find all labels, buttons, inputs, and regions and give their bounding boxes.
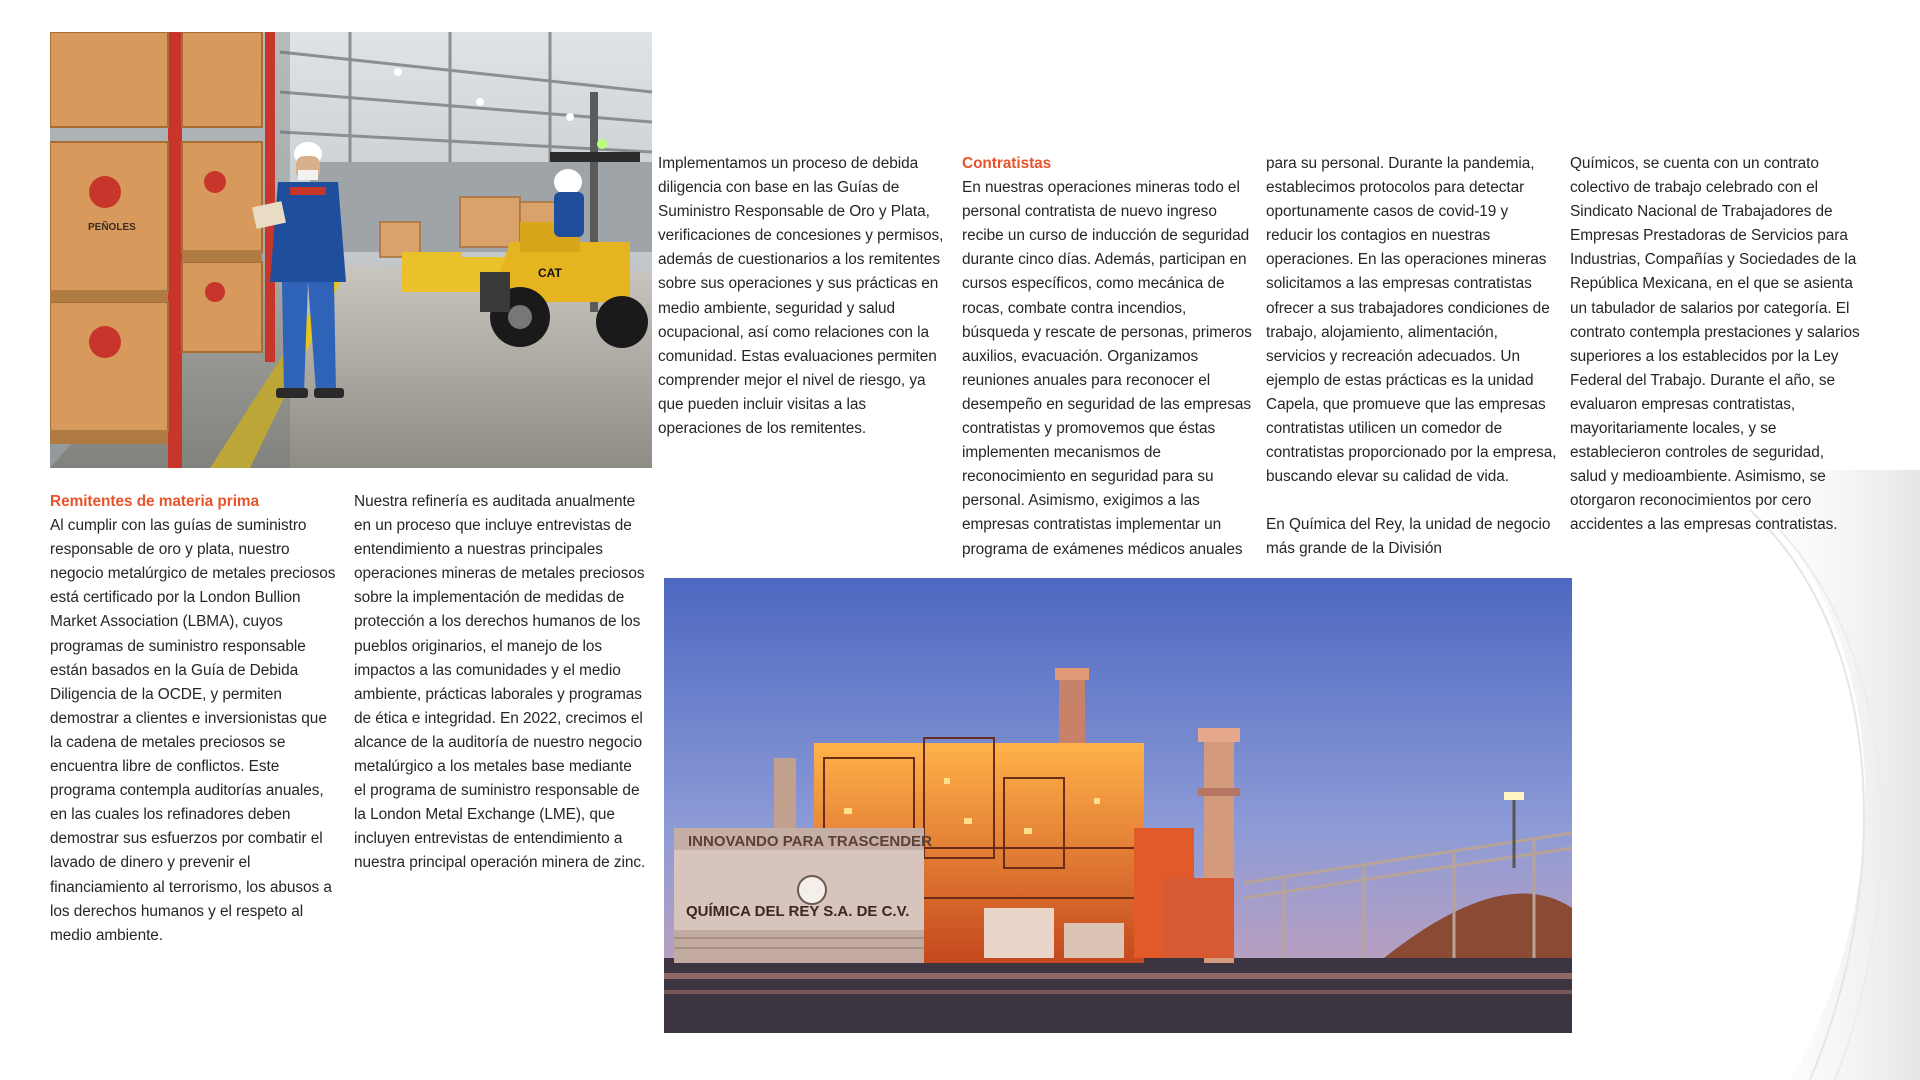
forklift-brand-label: CAT xyxy=(538,266,562,280)
column-due-diligence xyxy=(658,152,950,441)
section-heading-contractors: Contratistas xyxy=(962,155,1052,172)
column-raw-material-senders xyxy=(50,490,342,948)
paragraph-lbma-certification: Al cumplir con las guías de suministro responsable de oro y plata, nuestro negocio metalúrgico de metales preciosos está certificado por la London Bullion Market Association (LBMA), cuyos programas de suministro responsable están basados en la Guía de Debida Diligencia de la OCDE, y permiten demostrar a clientes e inversionistas que la cadena de metales preciosos se encuentra libre de conflictos. Este programa contempla auditorías anuales, en las cuales los refinadores deben demostrar sus esfuerzos por combatir el lavado de dinero y prevenir el financiamiento al terrorismo, los abusos a los derechos humanos y el respeto al medio ambiente. xyxy=(50,517,336,944)
column-collective-contract xyxy=(1570,152,1862,538)
plant-wall-sign: INNOVANDO PARA TRASCENDER xyxy=(688,833,932,850)
section-heading-raw-material: Remitentes de materia prima xyxy=(50,493,260,510)
plant-company-sign: QUÍMICA DEL REY S.A. DE C.V. xyxy=(686,903,910,920)
box-brand-label: PEÑOLES xyxy=(88,222,136,233)
paragraph-due-diligence: Implementamos un proceso de debida diligencia con base en las Guías de Suministro Responsable de Oro y Plata, verificaciones de concesiones y permisos, además de cuestionarios a los remitentes sobre sus operaciones y sus prácticas en medio ambiente, seguridad y salud ocupacional, así como relaciones con la comunidad. Estas evaluaciones permiten comprender mejor el nivel de riesgo, ya que pueden incluir visitas a las operaciones de los remitentes. xyxy=(658,155,944,438)
warehouse-illustration xyxy=(50,32,652,468)
column-refinery-audit xyxy=(354,490,646,876)
paragraph-pandemic-protocols: para su personal. Durante la pandemia, establecimos protocolos para detectar oportunamente casos de covid-19 y reducir los contagios en nuestras operaciones. En las operaciones mineras solicitamos a las empresas contratistas ofrecer a sus trabajadores condiciones de trabajo, alojamiento, alimentación, servicios y recreación adecuados. Un ejemplo de estas prácticas es la unidad Capela, que promueve que las empresas contratistas utilicen un comedor de contratistas proporcionado por la empresa, buscando elevar su calidad de vida. xyxy=(1266,155,1557,486)
paragraph-quimica-del-rey-intro: En Química del Rey, la unidad de negocio más grande de la División xyxy=(1266,516,1551,558)
industrial-plant-illustration xyxy=(664,578,1572,1033)
column-contractor-welfare xyxy=(1266,152,1558,562)
background-swirl-decoration xyxy=(1660,470,1920,1080)
paragraph-collective-contract: Químicos, se cuenta con un contrato colectivo de trabajo celebrado con el Sindicato Nacional de Trabajadores de Empresas Prestadoras de Servicios para Industrias, Compañías y Sociedades de la República Mexicana, en el que se asienta un tabulador de salarios por categoría. El contrato contempla prestaciones y salarios superiores a los establecidos por la Ley Federal del Trabajo. Durante el año, se evaluaron empresas contratistas, mayoritariamente locales, y se establecieron controles de seguridad, salud y medioambiente. Asimismo, se otorgaron reconocimientos por cero accidentes a las empresas contratistas. xyxy=(1570,155,1860,534)
warehouse-photo xyxy=(50,32,652,468)
industrial-plant-photo xyxy=(664,578,1572,1033)
column-contractors xyxy=(962,152,1254,562)
paragraph-contractor-training: En nuestras operaciones mineras todo el personal contratista de nuevo ingreso recibe un curso de inducción de seguridad durante cinco días. Además, participan en cursos específicos, como mecánica de rocas, combate contra incendios, búsqueda y rescate de personas, primeros auxilios, evacuación. Organizamos reuniones anuales para reconocer el desempeño en seguridad de las empresas contratistas y promovemos que éstas implementen mecanismos de reconocimiento en seguridad para su personal. Asimismo, exigimos a las empresas contratistas implementar un programa de exámenes médicos anuales xyxy=(962,179,1252,558)
paragraph-refinery-audit: Nuestra refinería es auditada anualmente en un proceso que incluye entrevistas de entendimiento a nuestras principales operaciones mineras de metales preciosos sobre la implementación de medidas de protección a los derechos humanos de los pueblos originarios, el manejo de los impactos a las comunidades y el medio ambiente, prácticas laborales y programas de ética e integridad. En 2022, crecimos el alcance de la auditoría de nuestro negocio metalúrgico a los metales base mediante el programa de suministro responsable de la London Metal Exchange (LME), que incluyen entrevistas de entendimiento a nuestra principal operación minera de zinc. xyxy=(354,493,646,872)
